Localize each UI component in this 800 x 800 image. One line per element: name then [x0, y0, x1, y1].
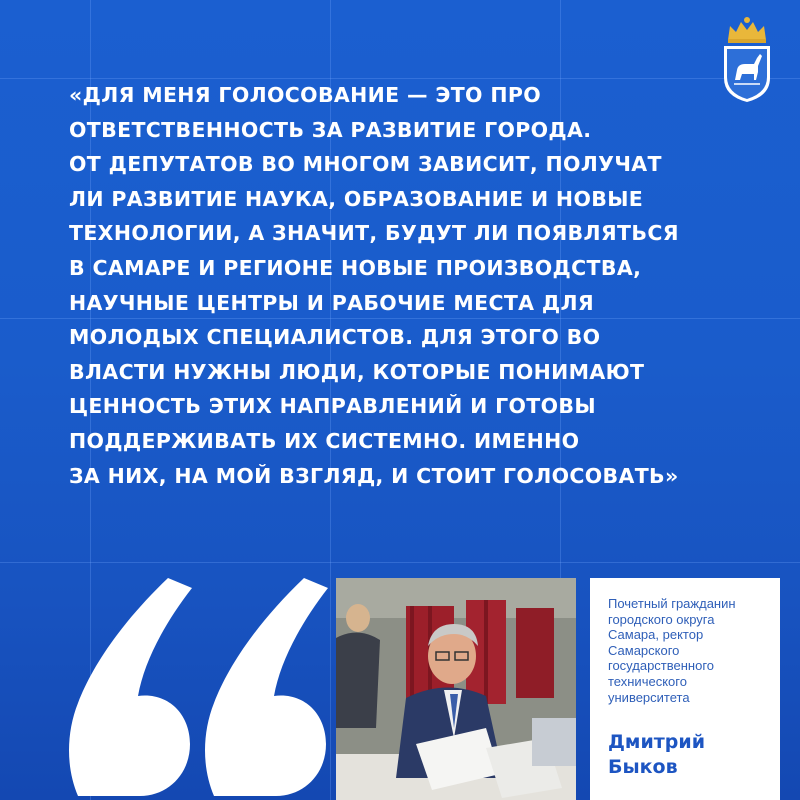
- quote-line: НАУЧНЫЕ ЦЕНТРЫ И РАБОЧИЕ МЕСТА ДЛЯ: [69, 290, 595, 315]
- description-line: Почетный гражданин: [608, 596, 736, 611]
- quote-line: «ДЛЯ МЕНЯ ГОЛОСОВАНИЕ — ЭТО ПРО: [69, 83, 541, 107]
- quote-line: ОТВЕТСТВЕННОСТЬ ЗА РАЗВИТИЕ ГОРОДА.: [69, 117, 592, 142]
- person-description: [608, 596, 766, 705]
- quote-line: ЦЕННОСТЬ ЭТИХ НАПРАВЛЕНИЙ И ГОТОВЫ: [69, 394, 596, 419]
- quote-line: ВЛАСТИ НУЖНЫ ЛЮДИ, КОТОРЫЕ ПОНИМАЮТ: [69, 359, 645, 384]
- quote-line: ПОДДЕРЖИВАТЬ ИХ СИСТЕМНО. ИМЕННО: [69, 428, 580, 453]
- description-line: городского округа: [608, 611, 715, 627]
- description-line: технического: [608, 673, 687, 689]
- person-last-name: Быков: [608, 756, 678, 778]
- quote-line: МОЛОДЫХ СПЕЦИАЛИСТОВ. ДЛЯ ЭТОГО ВО: [69, 325, 601, 350]
- person-first-name: Дмитрий: [608, 731, 706, 753]
- quote-line: ЗА НИХ, НА МОЙ ВЗГЛЯД, И СТОИТ ГОЛОСОВАТЬ»: [69, 463, 679, 488]
- person-name: [608, 730, 705, 780]
- description-line: государственного: [608, 658, 715, 674]
- portrait-photo: [336, 578, 576, 800]
- person-card: [590, 578, 780, 800]
- quote-text: [69, 78, 729, 493]
- quote-line: В САМАРЕ И РЕГИОНЕ НОВЫЕ ПРОИЗВОДСТВА,: [69, 255, 642, 280]
- quote-line: ЛИ РАЗВИТИЕ НАУКА, ОБРАЗОВАНИЕ И НОВЫЕ: [69, 186, 644, 211]
- description-line: Самарского: [608, 642, 680, 658]
- open-quote-marks-icon: [64, 578, 328, 796]
- description-line: Самара, ректор: [608, 627, 704, 643]
- quote-line: ТЕХНОЛОГИИ, А ЗНАЧИТ, БУДУТ ЛИ ПОЯВЛЯТЬСЯ: [69, 221, 679, 246]
- quote-line: ОТ ДЕПУТАТОВ ВО МНОГОМ ЗАВИСИТ, ПОЛУЧАТ: [69, 152, 662, 177]
- description-line: университета: [608, 689, 690, 705]
